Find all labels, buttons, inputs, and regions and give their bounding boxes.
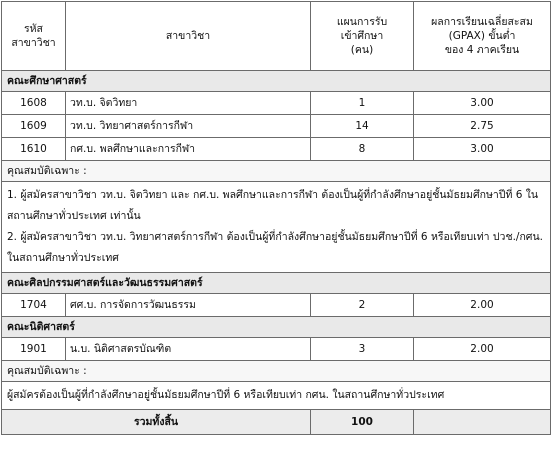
cell-gpax: 2.00 <box>414 338 551 361</box>
cell-major: ศศ.บ. การจัดการวัฒนธรรม <box>66 294 311 317</box>
total-label: รวมทั้งสิ้น <box>2 410 311 435</box>
cell-code: 1610 <box>2 138 66 161</box>
total-empty-cell <box>414 410 551 435</box>
header-plan <box>311 2 414 71</box>
qualification-line: 1. ผู้สมัครสาขาวิชา วท.บ. จิตวิทยา และ กศ.บ. พลศึกษาและการกีฬา ต้องเป็นผู้ที่กำลังศึกษาอยู่ชั้นมัธยมศึกษาปีที่ 6 ในสถานศึกษาทั่วประเทศ เท่านั้น <box>7 189 539 222</box>
qualification-line: 2. ผู้สมัครสาขาวิชา วท.บ. วิทยาศาสตร์การกีฬา ต้องเป็นผู้ที่กำลังศึกษาอยู่ชั้นมัธยมศึกษาปีที่ 6 หรือเทียบเท่า ปวช./กศน. ในสถานศึกษาทั่วประเทศ <box>7 231 543 264</box>
qualification-text-row <box>2 382 551 410</box>
cell-major: กศ.บ. พลศึกษาและการกีฬา <box>66 138 311 161</box>
cell-code: 1608 <box>2 92 66 115</box>
cell-gpax: 2.75 <box>414 115 551 138</box>
qualification-title-row <box>2 361 551 382</box>
cell-code: 1609 <box>2 115 66 138</box>
table-row <box>2 294 551 317</box>
qualification-title: คุณสมบัติเฉพาะ : <box>2 361 551 382</box>
header-code-text: รหัส สาขาวิชา <box>11 23 56 49</box>
header-major-text: สาขาวิชา <box>165 30 211 42</box>
faculty-row <box>2 71 551 92</box>
cell-plan: 2 <box>311 294 414 317</box>
faculty-row <box>2 273 551 294</box>
cell-code: 1704 <box>2 294 66 317</box>
cell-code: 1901 <box>2 338 66 361</box>
header-major <box>66 2 311 71</box>
faculty-name: คณะศิลปกรรมศาสตร์และวัฒนธรรมศาสตร์ <box>2 273 551 294</box>
cell-plan: 8 <box>311 138 414 161</box>
cell-gpax: 2.00 <box>414 294 551 317</box>
cell-plan: 3 <box>311 338 414 361</box>
table-row <box>2 115 551 138</box>
faculty-row <box>2 317 551 338</box>
header-gpax-text: ผลการเรียนเฉลี่ยสะสม (GPAX) ขั้นต่ำ ของ 4 ภาคเรียน <box>431 16 533 56</box>
header-code <box>2 2 66 71</box>
cell-major: วท.บ. วิทยาศาสตร์การกีฬา <box>66 115 311 138</box>
header-plan-text: แผนการรับ เข้าศึกษา (คน) <box>336 16 388 56</box>
qualification-text <box>2 182 551 273</box>
cell-gpax: 3.00 <box>414 92 551 115</box>
qualification-title-row <box>2 161 551 182</box>
cell-plan: 1 <box>311 92 414 115</box>
qualification-line: ผู้สมัครต้องเป็นผู้ที่กำลังศึกษาอยู่ชั้นมัธยมศึกษาปีที่ 6 หรือเทียบเท่า กศน. ในสถานศึกษาทั่วประเทศ <box>7 389 445 401</box>
faculty-name: คณะศึกษาศาสตร์ <box>2 71 551 92</box>
qualification-title: คุณสมบัติเฉพาะ : <box>2 161 551 182</box>
admission-plan-table <box>1 1 551 435</box>
cell-major: น.บ. นิติศาสตรบัณฑิต <box>66 338 311 361</box>
faculty-name: คณะนิติศาสตร์ <box>2 317 551 338</box>
table-header-row <box>2 2 551 71</box>
header-gpax <box>414 2 551 71</box>
table-row <box>2 338 551 361</box>
table-row <box>2 92 551 115</box>
cell-plan: 14 <box>311 115 414 138</box>
table-row <box>2 138 551 161</box>
total-row <box>2 410 551 435</box>
cell-major: วท.บ. จิตวิทยา <box>66 92 311 115</box>
cell-gpax: 3.00 <box>414 138 551 161</box>
total-value: 100 <box>311 410 414 435</box>
qualification-text-row <box>2 182 551 273</box>
qualification-text <box>2 382 551 410</box>
